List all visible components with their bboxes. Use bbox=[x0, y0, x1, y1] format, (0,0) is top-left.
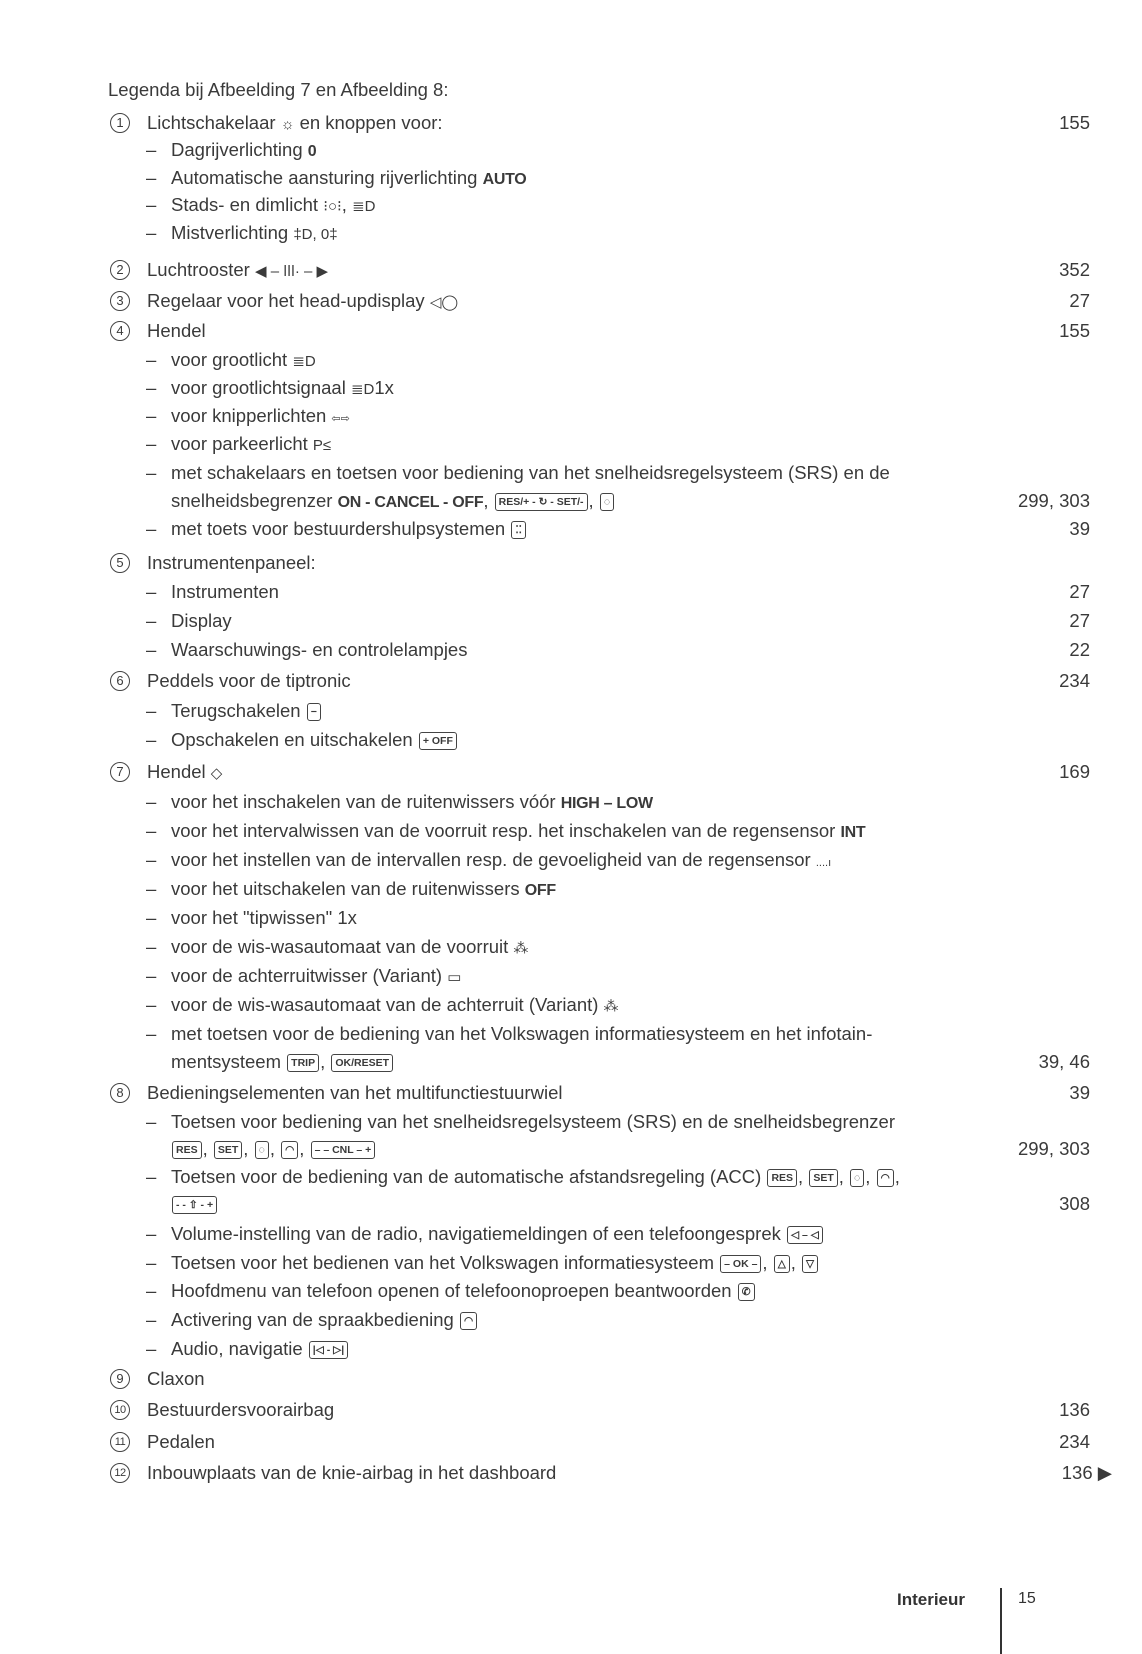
cnl-key: – – CNL – + bbox=[311, 1141, 376, 1159]
speed-key: ◌ bbox=[255, 1141, 269, 1159]
sub-item bbox=[0, 607, 1142, 635]
page-ref: 27 bbox=[1069, 581, 1090, 602]
item-number: 12 bbox=[110, 1463, 130, 1483]
sub-item bbox=[0, 402, 1142, 430]
sub-item bbox=[0, 1135, 1142, 1163]
sub-item bbox=[0, 346, 1142, 374]
item-number: 10 bbox=[110, 1400, 130, 1420]
item-label: Instrumentenpaneel: bbox=[147, 552, 316, 573]
sub-item-label bbox=[171, 991, 619, 1021]
sub-item-label bbox=[171, 1277, 756, 1305]
inline-text: voor het inschakelen van de ruitenwissers vóór bbox=[171, 791, 556, 812]
bullet-dash: – bbox=[146, 1280, 157, 1301]
page-ref: 155 bbox=[1059, 320, 1090, 341]
page-ref: 39 bbox=[1069, 1082, 1090, 1103]
item-1 bbox=[0, 109, 1142, 137]
sub-item bbox=[0, 1108, 1142, 1136]
bullet-dash: – bbox=[146, 729, 157, 750]
sub-item bbox=[0, 846, 1142, 874]
item-9 bbox=[0, 1365, 1142, 1393]
sub-item-label: Instrumenten bbox=[171, 581, 279, 602]
bullet-dash: – bbox=[146, 994, 157, 1015]
sub-item-label: Waarschuwings- en controlelampjes bbox=[171, 639, 468, 660]
sub-item-label bbox=[171, 1335, 349, 1363]
inline-text: Audio, navigatie bbox=[171, 1338, 303, 1359]
set-key: SET bbox=[214, 1141, 242, 1159]
sub-item bbox=[0, 487, 1142, 515]
sub-item-label: snelheidsbegrenzer ON - CANCEL - OFF, RES/+ - ↻ - SET/- , ◌ bbox=[171, 487, 615, 517]
sub-item bbox=[0, 1190, 1142, 1218]
bullet-dash: – bbox=[146, 1111, 157, 1132]
bullet-dash: – bbox=[146, 1166, 157, 1187]
low-beam-icon: ≣D bbox=[352, 198, 376, 215]
bullet-dash: – bbox=[146, 194, 157, 215]
bold-value: HIGH – LOW bbox=[560, 795, 653, 812]
sub-item bbox=[0, 817, 1142, 845]
sub-item bbox=[0, 875, 1142, 903]
sub-item-label bbox=[171, 726, 458, 754]
bullet-dash: – bbox=[146, 610, 157, 631]
page-ref: 234 bbox=[1059, 1431, 1090, 1452]
sub-item bbox=[0, 904, 1142, 932]
inline-text: Opschakelen en uitschakelen bbox=[171, 729, 413, 750]
light-switch-icon: ☼ bbox=[280, 116, 295, 133]
bullet-dash: – bbox=[146, 639, 157, 660]
bullet-dash: – bbox=[146, 405, 157, 426]
bullet-dash: – bbox=[146, 222, 157, 243]
item-label: Regelaar voor het head-updisplay bbox=[147, 290, 425, 311]
inline-text: voor de wis-wasautomaat van de achterruit (Variant) bbox=[171, 994, 599, 1015]
item-number: 9 bbox=[110, 1369, 130, 1389]
page-ref: 136 ▶ bbox=[1061, 1462, 1112, 1483]
washer-rear-icon: ⁂ bbox=[603, 998, 619, 1015]
ok-key: – OK – bbox=[720, 1255, 761, 1273]
sub-item-label bbox=[171, 1220, 824, 1248]
speed-key: ◌ bbox=[850, 1169, 864, 1187]
item-12 bbox=[0, 1459, 1142, 1487]
sub-item-label: Toetsen voor het bedienen van het Volkswagen informatiesysteem – OK – , △ , ▽ bbox=[171, 1249, 819, 1277]
item-11 bbox=[0, 1428, 1142, 1456]
bullet-dash: – bbox=[146, 349, 157, 370]
distance-adjust-key: - - ⇧ - + bbox=[172, 1196, 217, 1214]
inline-text: voor het "tipwissen" bbox=[171, 907, 333, 928]
item-number: 6 bbox=[110, 671, 130, 691]
bullet-dash: – bbox=[146, 377, 157, 398]
page-ref: 155 bbox=[1059, 112, 1090, 133]
page-ref: 169 bbox=[1059, 761, 1090, 782]
item-label: Luchtrooster bbox=[147, 259, 250, 280]
item-number: 3 bbox=[110, 291, 130, 311]
bullet-dash: – bbox=[146, 433, 157, 454]
inline-text: voor grootlicht bbox=[171, 349, 288, 370]
inline-text: voor het uitschakelen van de ruitenwissers bbox=[171, 878, 520, 899]
bullet-dash: – bbox=[146, 965, 157, 986]
bullet-dash: – bbox=[146, 1252, 157, 1273]
sub-item-label: met schakelaars en toetsen voor bediening van het snelheidsregelsysteem (SRS) en de bbox=[171, 462, 890, 483]
sub-item-label bbox=[171, 788, 653, 818]
item-number: 1 bbox=[110, 113, 130, 133]
down-key: ▽ bbox=[802, 1255, 818, 1273]
bold-value: OFF bbox=[524, 882, 556, 899]
bullet-dash: – bbox=[146, 518, 157, 539]
item-number: 4 bbox=[110, 321, 130, 341]
fog-light-icon: ‡D, 0‡ bbox=[293, 226, 338, 243]
sub-item bbox=[0, 164, 1142, 192]
sub-item bbox=[0, 1020, 1142, 1048]
item-4 bbox=[0, 317, 1142, 345]
sub-item-label bbox=[171, 219, 338, 249]
item-label: Peddels voor de tiptronic bbox=[147, 670, 351, 691]
inline-text: Hoofdmenu van telefoon openen of telefoonoproepen beantwoorden bbox=[171, 1280, 732, 1301]
sub-item bbox=[0, 636, 1142, 664]
item-2 bbox=[0, 256, 1142, 284]
wiper-icon: ◇ bbox=[210, 765, 223, 782]
inline-text: 1x bbox=[374, 377, 394, 398]
driver-assist-key: ⁚⁚ bbox=[511, 521, 526, 539]
bold-value: 0 bbox=[307, 143, 317, 160]
item-label: Bestuurdersvoorairbag bbox=[147, 1399, 335, 1420]
parking-light-icon: P≤ bbox=[312, 437, 332, 454]
voice-key: ◠ bbox=[460, 1312, 477, 1330]
bold-value: AUTO bbox=[482, 171, 527, 188]
res-key: RES bbox=[767, 1169, 797, 1187]
sub-item-label: RES , SET , ◌ , ◠ , – – CNL – + bbox=[171, 1135, 376, 1163]
item-5 bbox=[0, 549, 1142, 577]
bullet-dash: – bbox=[146, 1338, 157, 1359]
inline-text: voor grootlichtsignaal bbox=[171, 377, 346, 398]
inline-text: voor de wis-wasautomaat van de voorruit bbox=[171, 936, 509, 957]
sub-item-label bbox=[171, 933, 528, 963]
page-ref: 39 bbox=[1069, 518, 1090, 539]
item-number: 11 bbox=[110, 1432, 130, 1452]
bullet-dash: – bbox=[146, 700, 157, 721]
ok-reset-key: OK/RESET bbox=[331, 1054, 393, 1072]
flash-high-beam-icon: ≣D bbox=[350, 381, 375, 398]
page-ref: 308 bbox=[1059, 1193, 1090, 1214]
sub-item bbox=[0, 1163, 1142, 1191]
page-ref: 27 bbox=[1069, 290, 1090, 311]
item-10 bbox=[0, 1396, 1142, 1424]
inline-text: Terugschakelen bbox=[171, 700, 301, 721]
item-label: Pedalen bbox=[147, 1431, 215, 1452]
bullet-dash: – bbox=[146, 820, 157, 841]
inline-text: voor parkeerlicht bbox=[171, 433, 308, 454]
bullet-dash: – bbox=[146, 878, 157, 899]
sub-item bbox=[0, 962, 1142, 990]
item-8 bbox=[0, 1079, 1142, 1107]
inline-text: Volume-instelling van de radio, navigatiemeldingen of een telefoongesprek bbox=[171, 1223, 781, 1244]
page-ref: 299, 303 bbox=[1017, 490, 1090, 511]
sub-item bbox=[0, 578, 1142, 606]
page-ref: 136 bbox=[1059, 1399, 1090, 1420]
item-number: 8 bbox=[110, 1083, 130, 1103]
sub-item-label bbox=[171, 697, 322, 725]
up-key: △ bbox=[774, 1255, 790, 1273]
bold-value: ON - CANCEL - OFF bbox=[337, 494, 484, 511]
item-suffix: en knoppen voor: bbox=[299, 112, 443, 133]
limiter-key: ◠ bbox=[281, 1141, 298, 1159]
sub-item-label: Toetsen voor bediening van het snelheidsregelsysteem (SRS) en de snelheidsbegrenzer bbox=[171, 1111, 895, 1132]
item-7 bbox=[0, 758, 1142, 786]
sub-item-label: met toetsen voor de bediening van het Volkswagen informatiesysteem en het infotain- bbox=[171, 1023, 873, 1044]
bullet-dash: – bbox=[146, 1223, 157, 1244]
head-up-display-icon: ◁◯ bbox=[429, 294, 459, 311]
set-key: SET bbox=[809, 1169, 837, 1187]
footer-divider bbox=[1000, 1588, 1002, 1654]
page-ref: 39, 46 bbox=[1038, 1051, 1090, 1072]
sub-item bbox=[0, 1277, 1142, 1305]
page-ref: 27 bbox=[1069, 610, 1090, 631]
sub-item bbox=[0, 191, 1142, 219]
sub-item-label: Display bbox=[171, 610, 232, 631]
minus-key: − bbox=[307, 703, 321, 721]
bullet-dash: – bbox=[146, 1023, 157, 1044]
bullet-dash: – bbox=[146, 139, 157, 160]
sub-item bbox=[0, 1249, 1142, 1277]
inline-text: voor het instellen van de intervallen resp. de gevoeligheid van de regensensor bbox=[171, 849, 811, 870]
inline-text: met toets voor bestuurdershulpsystemen bbox=[171, 518, 506, 539]
page-ref: 234 bbox=[1059, 670, 1090, 691]
bullet-dash: – bbox=[146, 167, 157, 188]
sub-item-label bbox=[171, 346, 316, 376]
inline-text: Automatische aansturing rijverlichting bbox=[171, 167, 478, 188]
trip-key: TRIP bbox=[287, 1054, 319, 1072]
item-label: Claxon bbox=[147, 1368, 205, 1389]
page-ref: 299, 303 bbox=[1017, 1138, 1090, 1159]
sub-item bbox=[0, 726, 1142, 754]
item-label: Inbouwplaats van de knie-airbag in het dashboard bbox=[147, 1462, 557, 1483]
item-3 bbox=[0, 287, 1142, 315]
air-vent-icon: ◀ – ǀǀǀ· – ▶ bbox=[254, 263, 329, 280]
bullet-dash: – bbox=[146, 849, 157, 870]
sub-item-label bbox=[171, 817, 865, 847]
bullet-dash: – bbox=[146, 581, 157, 602]
sub-item-label bbox=[171, 875, 556, 905]
item-label: Hendel bbox=[147, 761, 206, 782]
footer-page-number: 15 bbox=[1018, 1590, 1036, 1607]
sub-item bbox=[0, 991, 1142, 1019]
parking-light-icon: ⁝○⁝ bbox=[323, 198, 342, 215]
sub-item bbox=[0, 788, 1142, 816]
inline-text: Mistverlichting bbox=[171, 222, 289, 243]
cruise-control-key: RES/+ - ↻ - SET/- bbox=[495, 493, 588, 511]
inline-text: snelheidsbegrenzer bbox=[171, 490, 333, 511]
legend-title: Legenda bij Afbeelding 7 en Afbeelding 8: bbox=[108, 79, 449, 100]
sub-item-label bbox=[171, 962, 461, 992]
distance-key: ◠ bbox=[877, 1169, 894, 1187]
turn-signal-icon: ⇦⇨ bbox=[331, 413, 350, 425]
cruise-icon-key: ◌ bbox=[600, 493, 614, 511]
interval-icon: ....ı bbox=[815, 857, 832, 869]
inline-text: Stads- en dimlicht bbox=[171, 194, 319, 215]
sub-item bbox=[0, 136, 1142, 164]
sub-item bbox=[0, 1335, 1142, 1363]
bullet-dash: – bbox=[146, 1309, 157, 1330]
inline-text: mentsysteem bbox=[171, 1051, 282, 1072]
sub-item bbox=[0, 219, 1142, 247]
bullet-dash: – bbox=[146, 907, 157, 928]
sub-item-label bbox=[171, 904, 357, 932]
sub-item bbox=[0, 430, 1142, 458]
volume-key: ◁ – ◁ bbox=[787, 1226, 823, 1244]
inline-text: voor knipperlichten bbox=[171, 405, 327, 426]
phone-key: ✆ bbox=[738, 1283, 755, 1301]
washer-front-icon: ⁂ bbox=[513, 940, 529, 957]
inline-text: Toetsen voor de bediening van de automatische afstandsregeling (ACC) bbox=[171, 1166, 762, 1187]
rear-wiper-icon: ▭ bbox=[447, 969, 462, 986]
bullet-dash: – bbox=[146, 462, 157, 483]
sub-item bbox=[0, 374, 1142, 402]
sub-item bbox=[0, 459, 1142, 487]
inline-text: voor de achterruitwisser (Variant) bbox=[171, 965, 443, 986]
bullet-dash: – bbox=[146, 936, 157, 957]
sub-item bbox=[0, 697, 1142, 725]
inline-text: Dagrijverlichting bbox=[171, 139, 303, 160]
sub-item-label bbox=[171, 430, 331, 460]
sub-item-label bbox=[171, 402, 350, 433]
sub-item-label: mentsysteem TRIP , OK/RESET bbox=[171, 1048, 394, 1076]
item-number: 5 bbox=[110, 553, 130, 573]
sub-item bbox=[0, 933, 1142, 961]
bullet-dash: – bbox=[146, 791, 157, 812]
item-label: Hendel bbox=[147, 320, 206, 341]
item-label: Lichtschakelaar bbox=[147, 112, 276, 133]
sub-item-label bbox=[171, 164, 526, 194]
item-number: 2 bbox=[110, 260, 130, 280]
inline-text: Toetsen voor het bedienen van het Volkswagen informatiesysteem bbox=[171, 1252, 714, 1273]
inline-text: Activering van de spraakbediening bbox=[171, 1309, 454, 1330]
page-ref: 352 bbox=[1059, 259, 1090, 280]
inline-text: 1x bbox=[337, 907, 357, 928]
sub-item-label bbox=[171, 1306, 478, 1334]
sub-item-label bbox=[171, 846, 831, 877]
page-ref: 22 bbox=[1069, 639, 1090, 660]
bold-value: INT bbox=[840, 824, 866, 841]
footer-section: Interieur bbox=[897, 1590, 966, 1609]
sub-item bbox=[0, 1048, 1142, 1076]
sub-item-label: Stads- en dimlicht ⁝○⁝, ≣D bbox=[171, 194, 376, 215]
audio-nav-key: |◁ - ▷| bbox=[309, 1341, 348, 1359]
sub-item-label bbox=[171, 374, 394, 404]
sub-item bbox=[0, 1306, 1142, 1334]
high-beam-icon: ≣D bbox=[292, 353, 316, 370]
item-number: 7 bbox=[110, 762, 130, 782]
inline-text: voor het intervalwissen van de voorruit resp. het inschakelen van de regensensor bbox=[171, 820, 836, 841]
sub-item bbox=[0, 1220, 1142, 1248]
item-label: Bedieningselementen van het multifunctiestuurwiel bbox=[147, 1082, 563, 1103]
sub-item-label bbox=[171, 136, 316, 166]
plus-off-key: + OFF bbox=[419, 732, 457, 750]
sub-item-label: Toetsen voor de bediening van de automatische afstandsregeling (ACC) RES , SET , ◌ , ◠ , bbox=[171, 1166, 900, 1187]
item-6 bbox=[0, 667, 1142, 695]
res-key: RES bbox=[172, 1141, 202, 1159]
sub-item bbox=[0, 515, 1142, 543]
